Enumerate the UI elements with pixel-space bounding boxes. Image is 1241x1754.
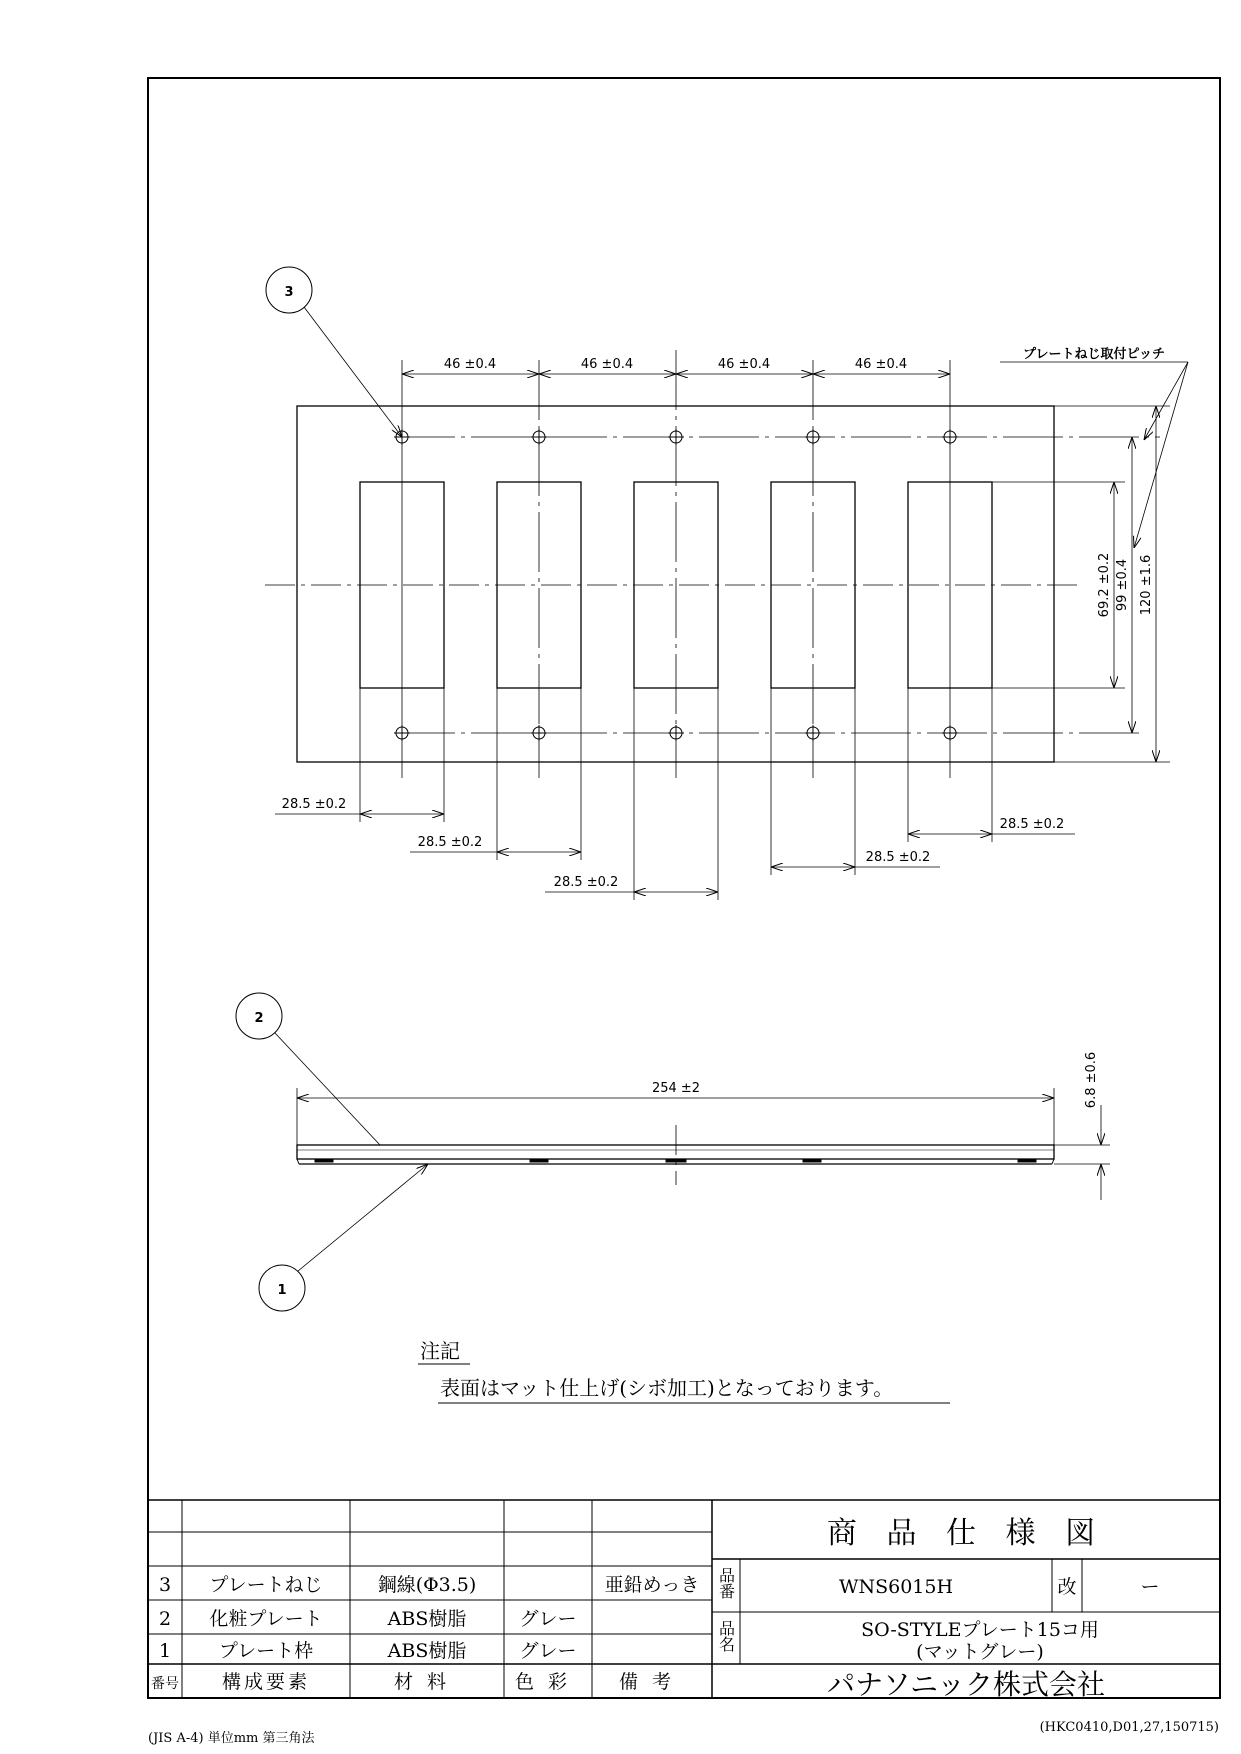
row-3-material: 鋼線(Φ3.5)	[377, 1574, 477, 1596]
drawing-title: 商 品 仕 様 図	[826, 1516, 1106, 1551]
pitch-label-3: 46 ±0.4	[717, 357, 771, 372]
part-number-label: 品番	[716, 1567, 736, 1599]
company-name: パナソニック株式会社	[826, 1668, 1106, 1701]
callout-3-label: 3	[284, 285, 294, 300]
offset-label-4: 28.5 ±0.2	[865, 850, 931, 865]
screw-bottom-1	[394, 725, 410, 741]
screw-bottom-5	[942, 725, 958, 741]
plate-side	[297, 1145, 1054, 1159]
row-2-color: グレー	[519, 1608, 577, 1630]
row-2-no: 2	[158, 1608, 172, 1630]
notes-heading: 注記	[420, 1339, 460, 1363]
row-1-material: ABS樹脂	[387, 1640, 467, 1662]
row-3-element: プレートねじ	[209, 1574, 323, 1596]
thickness-label: 6.8 ±0.6	[1084, 1051, 1099, 1109]
screw-top-4	[805, 429, 821, 445]
side-view	[236, 993, 1110, 1311]
pitch-label-1: 46 ±0.4	[443, 357, 497, 372]
opening-height-label: 69.2 ±0.2	[1097, 552, 1112, 618]
footer-code: (HKC0410,D01,27,150715)	[1039, 1720, 1219, 1735]
part-number: WNS6015H	[838, 1576, 954, 1598]
row-2-element: 化粧プレート	[209, 1608, 323, 1630]
callout-3-leader	[304, 307, 402, 437]
revision-value: ー	[1140, 1576, 1160, 1598]
notes-text: 表面はマット仕上げ(シボ加工)となっております。	[440, 1376, 894, 1400]
screw-top-3	[668, 429, 684, 445]
product-name-line2: (マットグレー)	[916, 1641, 1044, 1663]
screw-top-5	[942, 429, 958, 445]
header-color: 色彩	[514, 1671, 582, 1693]
product-name-label: 品名	[716, 1620, 736, 1652]
row-3-no: 3	[158, 1574, 172, 1596]
row-3-remarks: 亜鉛めっき	[604, 1574, 700, 1596]
plate-width-label: 254 ±2	[651, 1081, 701, 1096]
row-1-element: プレート枠	[218, 1640, 314, 1662]
pitch-leader-1	[1144, 362, 1188, 440]
callout-1-leader	[298, 1164, 428, 1271]
revision-label: 改	[1057, 1576, 1077, 1598]
offset-label-2: 28.5 ±0.2	[417, 835, 483, 850]
row-1-no: 1	[158, 1640, 172, 1662]
callout-2-label: 2	[254, 1011, 264, 1026]
row-1-color: グレー	[519, 1640, 577, 1662]
callout-1-label: 1	[277, 1283, 287, 1298]
screw-top-2	[531, 429, 547, 445]
pitch-label-2: 46 ±0.4	[580, 357, 634, 372]
header-material: 材料	[393, 1671, 461, 1693]
product-name-line1: SO-STYLEプレート15コ用	[861, 1619, 1099, 1641]
title-block-text	[717, 1516, 1160, 1701]
screw-bottom-2	[531, 725, 547, 741]
screw-pitch-label: プレートねじ取付ピッチ	[1023, 347, 1165, 362]
header-no: 番号	[151, 1676, 179, 1692]
footer-standard: (JIS A-4) 単位mm 第三角法	[148, 1731, 315, 1746]
pitch-leader-2	[1134, 362, 1188, 548]
callout-2-leader	[275, 1033, 380, 1145]
row-2-material: ABS樹脂	[387, 1608, 467, 1630]
header-element: 構成要素	[221, 1671, 311, 1693]
offset-label-3: 28.5 ±0.2	[553, 875, 619, 890]
offset-label-5: 28.5 ±0.2	[999, 817, 1065, 832]
plate-height-label: 120 ±1.6	[1139, 554, 1154, 616]
plate-outline	[297, 406, 1054, 762]
offset-label-1: 28.5 ±0.2	[281, 797, 347, 812]
parts-table	[148, 1500, 712, 1698]
screw-pitch-value-label: 99 ±0.4	[1115, 558, 1130, 612]
screw-bottom-4	[805, 725, 821, 741]
screw-bottom-3	[668, 725, 684, 741]
notes	[418, 1339, 950, 1403]
pitch-label-4: 46 ±0.4	[854, 357, 908, 372]
drawing-border	[148, 78, 1220, 1698]
header-remarks: 備考	[618, 1671, 686, 1693]
